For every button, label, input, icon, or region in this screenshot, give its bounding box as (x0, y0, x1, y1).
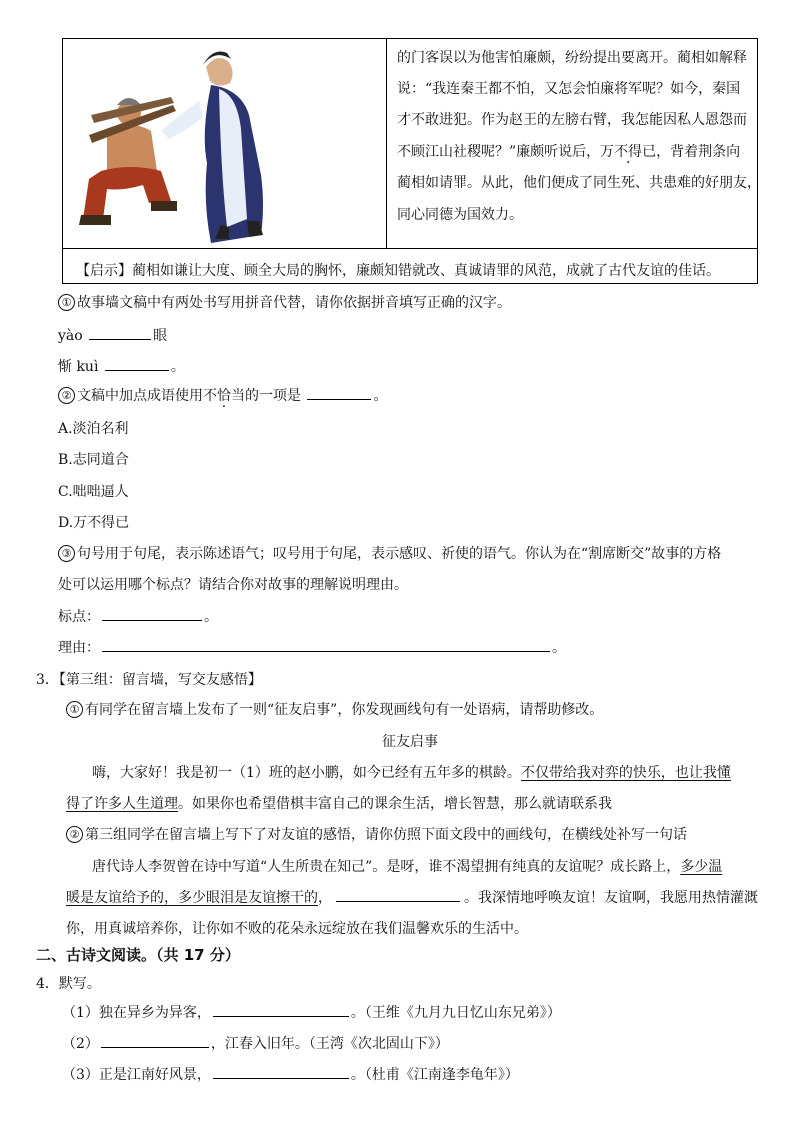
option-a[interactable]: A.淡泊名利 (58, 421, 129, 437)
notice-line1: 嗨，大家好！我是初一（1）班的赵小鹏，如今已经有五年多的棋龄。不仅带给我对弈的快乐，也让我懂 (92, 765, 731, 781)
underlined-sentence: 不仅带给我对弈的快乐，也让我懂 (520, 765, 731, 781)
poem-blank-2[interactable] (101, 1035, 209, 1048)
para-line3: 你，用真诚培养你，让你如不败的花朵永远绽放在我们温馨欢乐的生活中。 (66, 921, 528, 937)
answer-blank-1[interactable] (89, 327, 151, 340)
story-line: 说：“我连秦王都不怕，又怎会怕廉将军呢？如今，秦国 (397, 81, 741, 97)
section3-p2: ② 第三组同学在留言墙上写下了对友谊的感悟，请你仿照下面文段中的画线句，在横线处补写一句话 (66, 824, 687, 844)
poem-blank-3[interactable] (213, 1066, 349, 1079)
q1-item2: 惭 kuì 。 (58, 359, 185, 375)
dotted-idiom: 万不得已 (600, 144, 657, 160)
q2-prompt: ② 文稿中加点成语使用不恰当的一项是 。 (58, 385, 387, 405)
story-table (62, 38, 761, 284)
answer-blank-3[interactable] (307, 387, 371, 400)
story-line: 同心同德为国效力。 (397, 207, 523, 223)
reason-answer-row: 理由： 。 (58, 640, 566, 656)
table-divider-vertical (386, 39, 387, 248)
imitation-blank[interactable] (336, 889, 460, 902)
lin-xiangru-figure (161, 52, 263, 244)
para-line2: 暖是友谊给予的，多少眼泪是友谊擦干的， 。我深情地呼唤友谊！友谊啊，我愿用热情灌溉 (66, 890, 758, 906)
notice-title: 征友启事 (382, 734, 438, 750)
poem-item-3: （3）正是江南好风景， 。（杜甫《江南逢李龟年》） (62, 1067, 519, 1083)
q2-number: ② (58, 387, 75, 404)
answer-blank-2[interactable] (105, 358, 169, 371)
story-line: 才不敢进犯。作为赵王的左膀右臂，我怎能因私人恩怨而 (397, 112, 747, 128)
story-line: 蔺相如请罪。从此，他们便成了同生死、共患难的好朋友， (397, 175, 761, 191)
notice-line2: 得了许多人生道理。如果你也希望借棋丰富自己的课余生活，增长智慧，那么就请联系我 (66, 796, 612, 812)
table-divider-horizontal (63, 248, 757, 249)
poem-item-2: （2） ，江春入旧年。（王湾《次北固山下》） (62, 1036, 449, 1052)
section3-p1: ① 有同学在留言墙上发布了一则“征友启事”，你发现画线句有一处语病，请帮助修改。 (66, 699, 603, 719)
q3-number: ③ (58, 545, 75, 562)
para-line1: 唐代诗人李贺曾在诗中写道“人生所贵在知己”。是呀，谁不渴望拥有纯真的友谊呢？成长路上，多少温 (92, 859, 723, 875)
q3-prompt-line2: 处可以运用哪个标点？请结合你对故事的理解说明理由。 (58, 577, 408, 593)
q1-prompt: ① 故事墙文稿中有两处书写用拼音代替，请你依据拼音填写正确的汉字。 (58, 292, 511, 312)
q1-item1: yào 眼 (58, 328, 168, 344)
part2-heading: 二、古诗文阅读。（共 17 分） (36, 946, 240, 964)
story-line: 的门客误以为他害怕廉颇，纷纷提出要离开。蔺相如解释 (397, 50, 747, 66)
p2-number: ② (66, 826, 83, 843)
option-b[interactable]: B.志同道合 (58, 452, 129, 468)
story-line: 不顾江山社稷呢？”廉颇听说后，万不得已，背着荆条向 (397, 144, 741, 160)
option-d[interactable]: D.万不得已 (58, 515, 130, 531)
q3-prompt-line1: ③ 句号用于句尾，表示陈述语气；叹号用于句尾，表示感叹、祈使的语气。你认为在“割席断交”故事的方格 (58, 543, 721, 563)
q1-number: ① (58, 294, 75, 311)
reason-blank[interactable] (102, 639, 550, 652)
lian-po-figure (79, 97, 177, 225)
q4-label: 4．默写。 (36, 976, 101, 992)
moral-text: 【启示】蔺相如谦让大度、顾全大局的胸怀，廉颇知错就改、真诚请罪的风范，成就了古代友谊的佳话。 (76, 263, 720, 279)
punct-answer-row: 标点： 。 (58, 609, 218, 625)
story-illustration (71, 45, 377, 243)
p1-number: ① (66, 701, 83, 718)
option-c[interactable]: C.咄咄逼人 (58, 484, 129, 500)
section3-title: 3．【第三组：留言墙，写交友感悟】 (36, 672, 262, 688)
poem-blank-1[interactable] (213, 1004, 349, 1017)
poem-item-1: （1）独在异乡为异客， 。（王维《九月九日忆山东兄弟》） (62, 1005, 561, 1021)
punct-blank[interactable] (102, 608, 202, 621)
